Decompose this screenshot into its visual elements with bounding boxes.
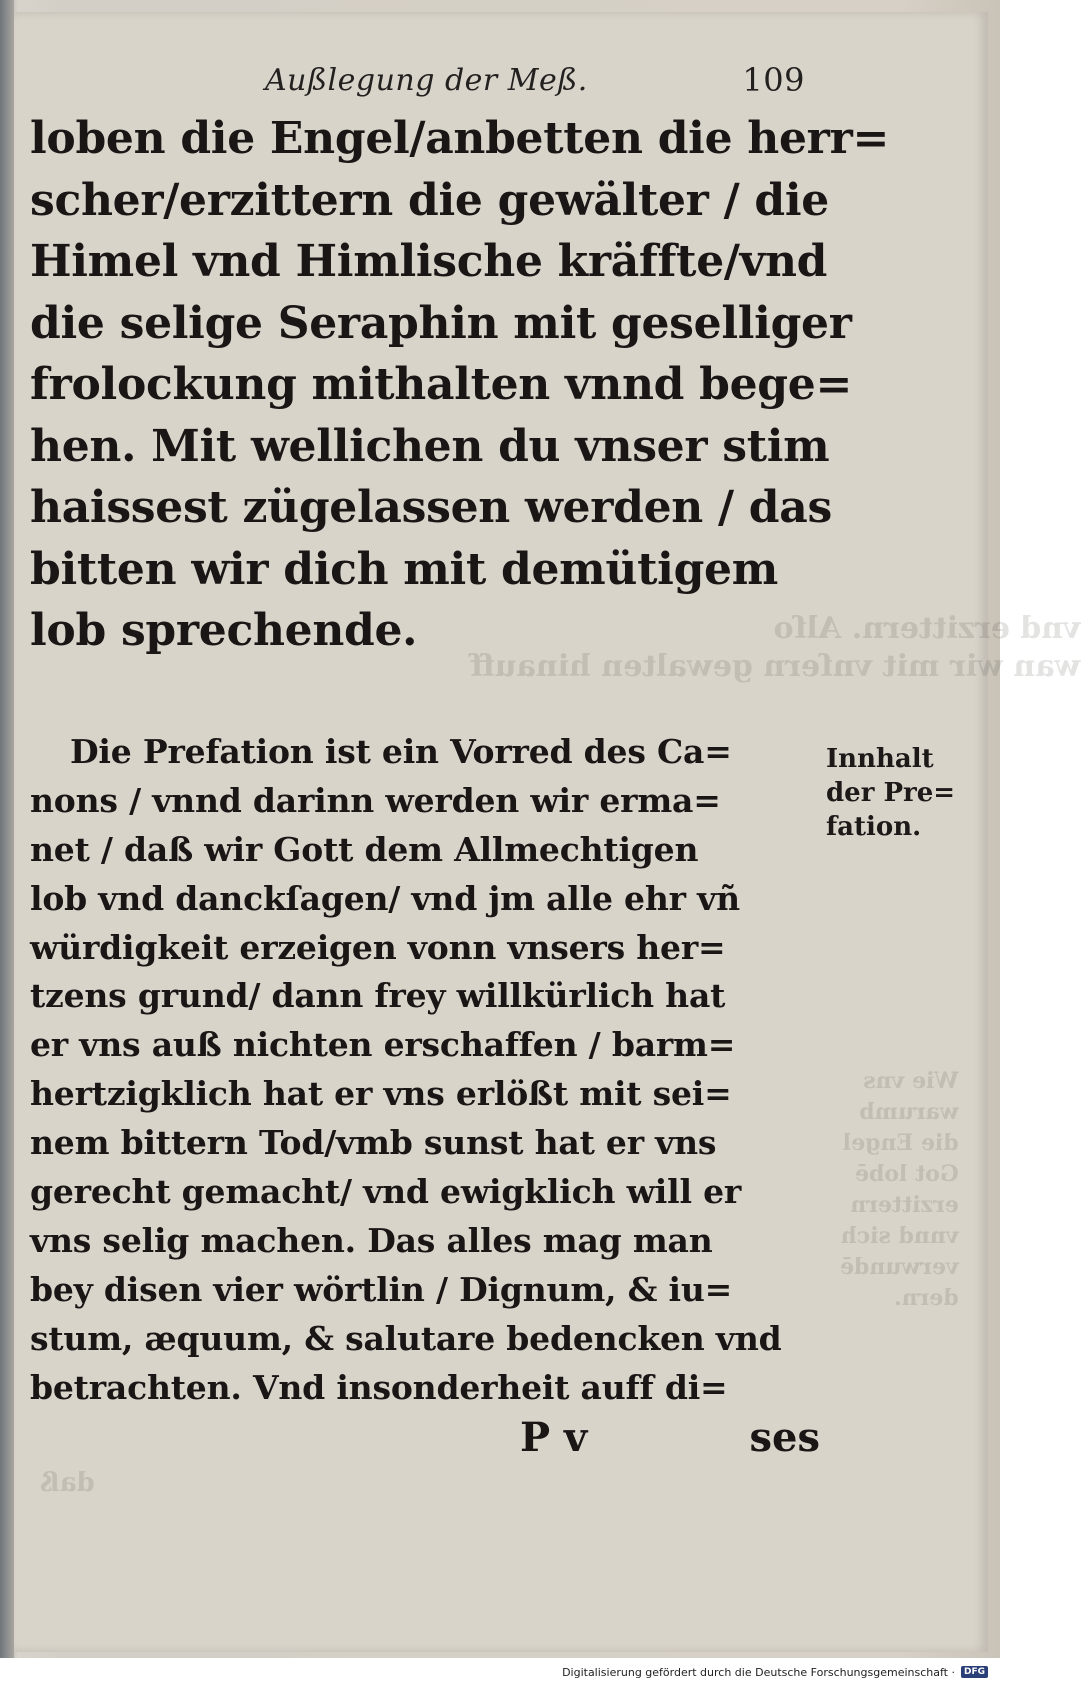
marginal-line: der Pre= bbox=[826, 778, 956, 808]
text-line: haissest zügelassen werden / das bbox=[30, 482, 832, 533]
running-title: Außlegung der Meß. bbox=[265, 62, 588, 98]
book-spine-edge bbox=[0, 0, 14, 1658]
text-line: stum, æquum, & salutare bedencken vnd bbox=[30, 1318, 782, 1358]
catchword: ses bbox=[749, 1414, 820, 1461]
paragraph-2 bbox=[30, 728, 810, 1412]
bleed-line: wan bbox=[1013, 649, 1081, 684]
signature-line bbox=[40, 1414, 820, 1474]
page-number: 109 bbox=[742, 61, 805, 99]
text-line: Die Prefation ist ein Vorred des Ca= bbox=[70, 732, 732, 771]
text-line: betrachten. Vnd insonderheit auff di= bbox=[30, 1367, 728, 1407]
paragraph-1 bbox=[30, 108, 890, 662]
signature-mark: P v bbox=[520, 1414, 588, 1461]
marginal-line: Innhalt bbox=[826, 744, 934, 774]
text-line: nem bittern Tod/vmb sunst hat er vns bbox=[30, 1123, 717, 1163]
text-line: Himel vnd Himlische kräffte/vnd bbox=[30, 236, 828, 287]
text-line: lob sprechende. bbox=[30, 605, 418, 656]
text-line: net / daß wir Gott dem Allmechtigen bbox=[30, 829, 699, 869]
text-line: nons / vnnd darinn werden wir erma= bbox=[30, 780, 721, 820]
bleed-line: vnd bbox=[1020, 611, 1081, 646]
text-line: die selige Seraphin mit geselliger bbox=[30, 297, 852, 349]
dfg-logo: DFG bbox=[961, 1666, 988, 1678]
text-line: hertzigklich hat er vns erlößt mit sei= bbox=[30, 1074, 732, 1114]
text-line: hen. Mit wellichen du vnser stim bbox=[30, 420, 830, 472]
running-head bbox=[265, 58, 805, 102]
footer-credit: Digitalisierung gefördert durch die Deutsche Forschungsgemeinschaft · bbox=[562, 1665, 955, 1679]
text-line: bitten wir dich mit demütigem bbox=[30, 543, 778, 595]
text-line: er vns auß nichten erschaffen / barm= bbox=[30, 1025, 736, 1065]
text-line: gerecht gemacht/ vnd ewigklich will er bbox=[30, 1172, 742, 1212]
text-line: bey disen vier wörtlin / Dignum, & iu= bbox=[30, 1269, 733, 1309]
text-line: loben die Engel/anbetten die herr= bbox=[30, 113, 890, 164]
marginal-line: fation. bbox=[826, 812, 922, 842]
text-line: scher/erzittern die gewälter / die bbox=[30, 174, 829, 226]
text-line: lob vnd danckſagen/ vnd jm alle ehr vñ bbox=[30, 878, 740, 918]
footer-credit-bar bbox=[0, 1658, 1000, 1686]
text-line: frolockung mithalten vnnd bege= bbox=[30, 359, 853, 410]
marginal-note bbox=[826, 742, 986, 844]
text-line: würdigkeit erzeigen vonn vnsers her= bbox=[30, 927, 726, 967]
text-line: vns selig machen. Das alles mag man bbox=[30, 1220, 713, 1260]
text-line: tzens grund/ dann frey willkürlich hat bbox=[30, 976, 726, 1016]
